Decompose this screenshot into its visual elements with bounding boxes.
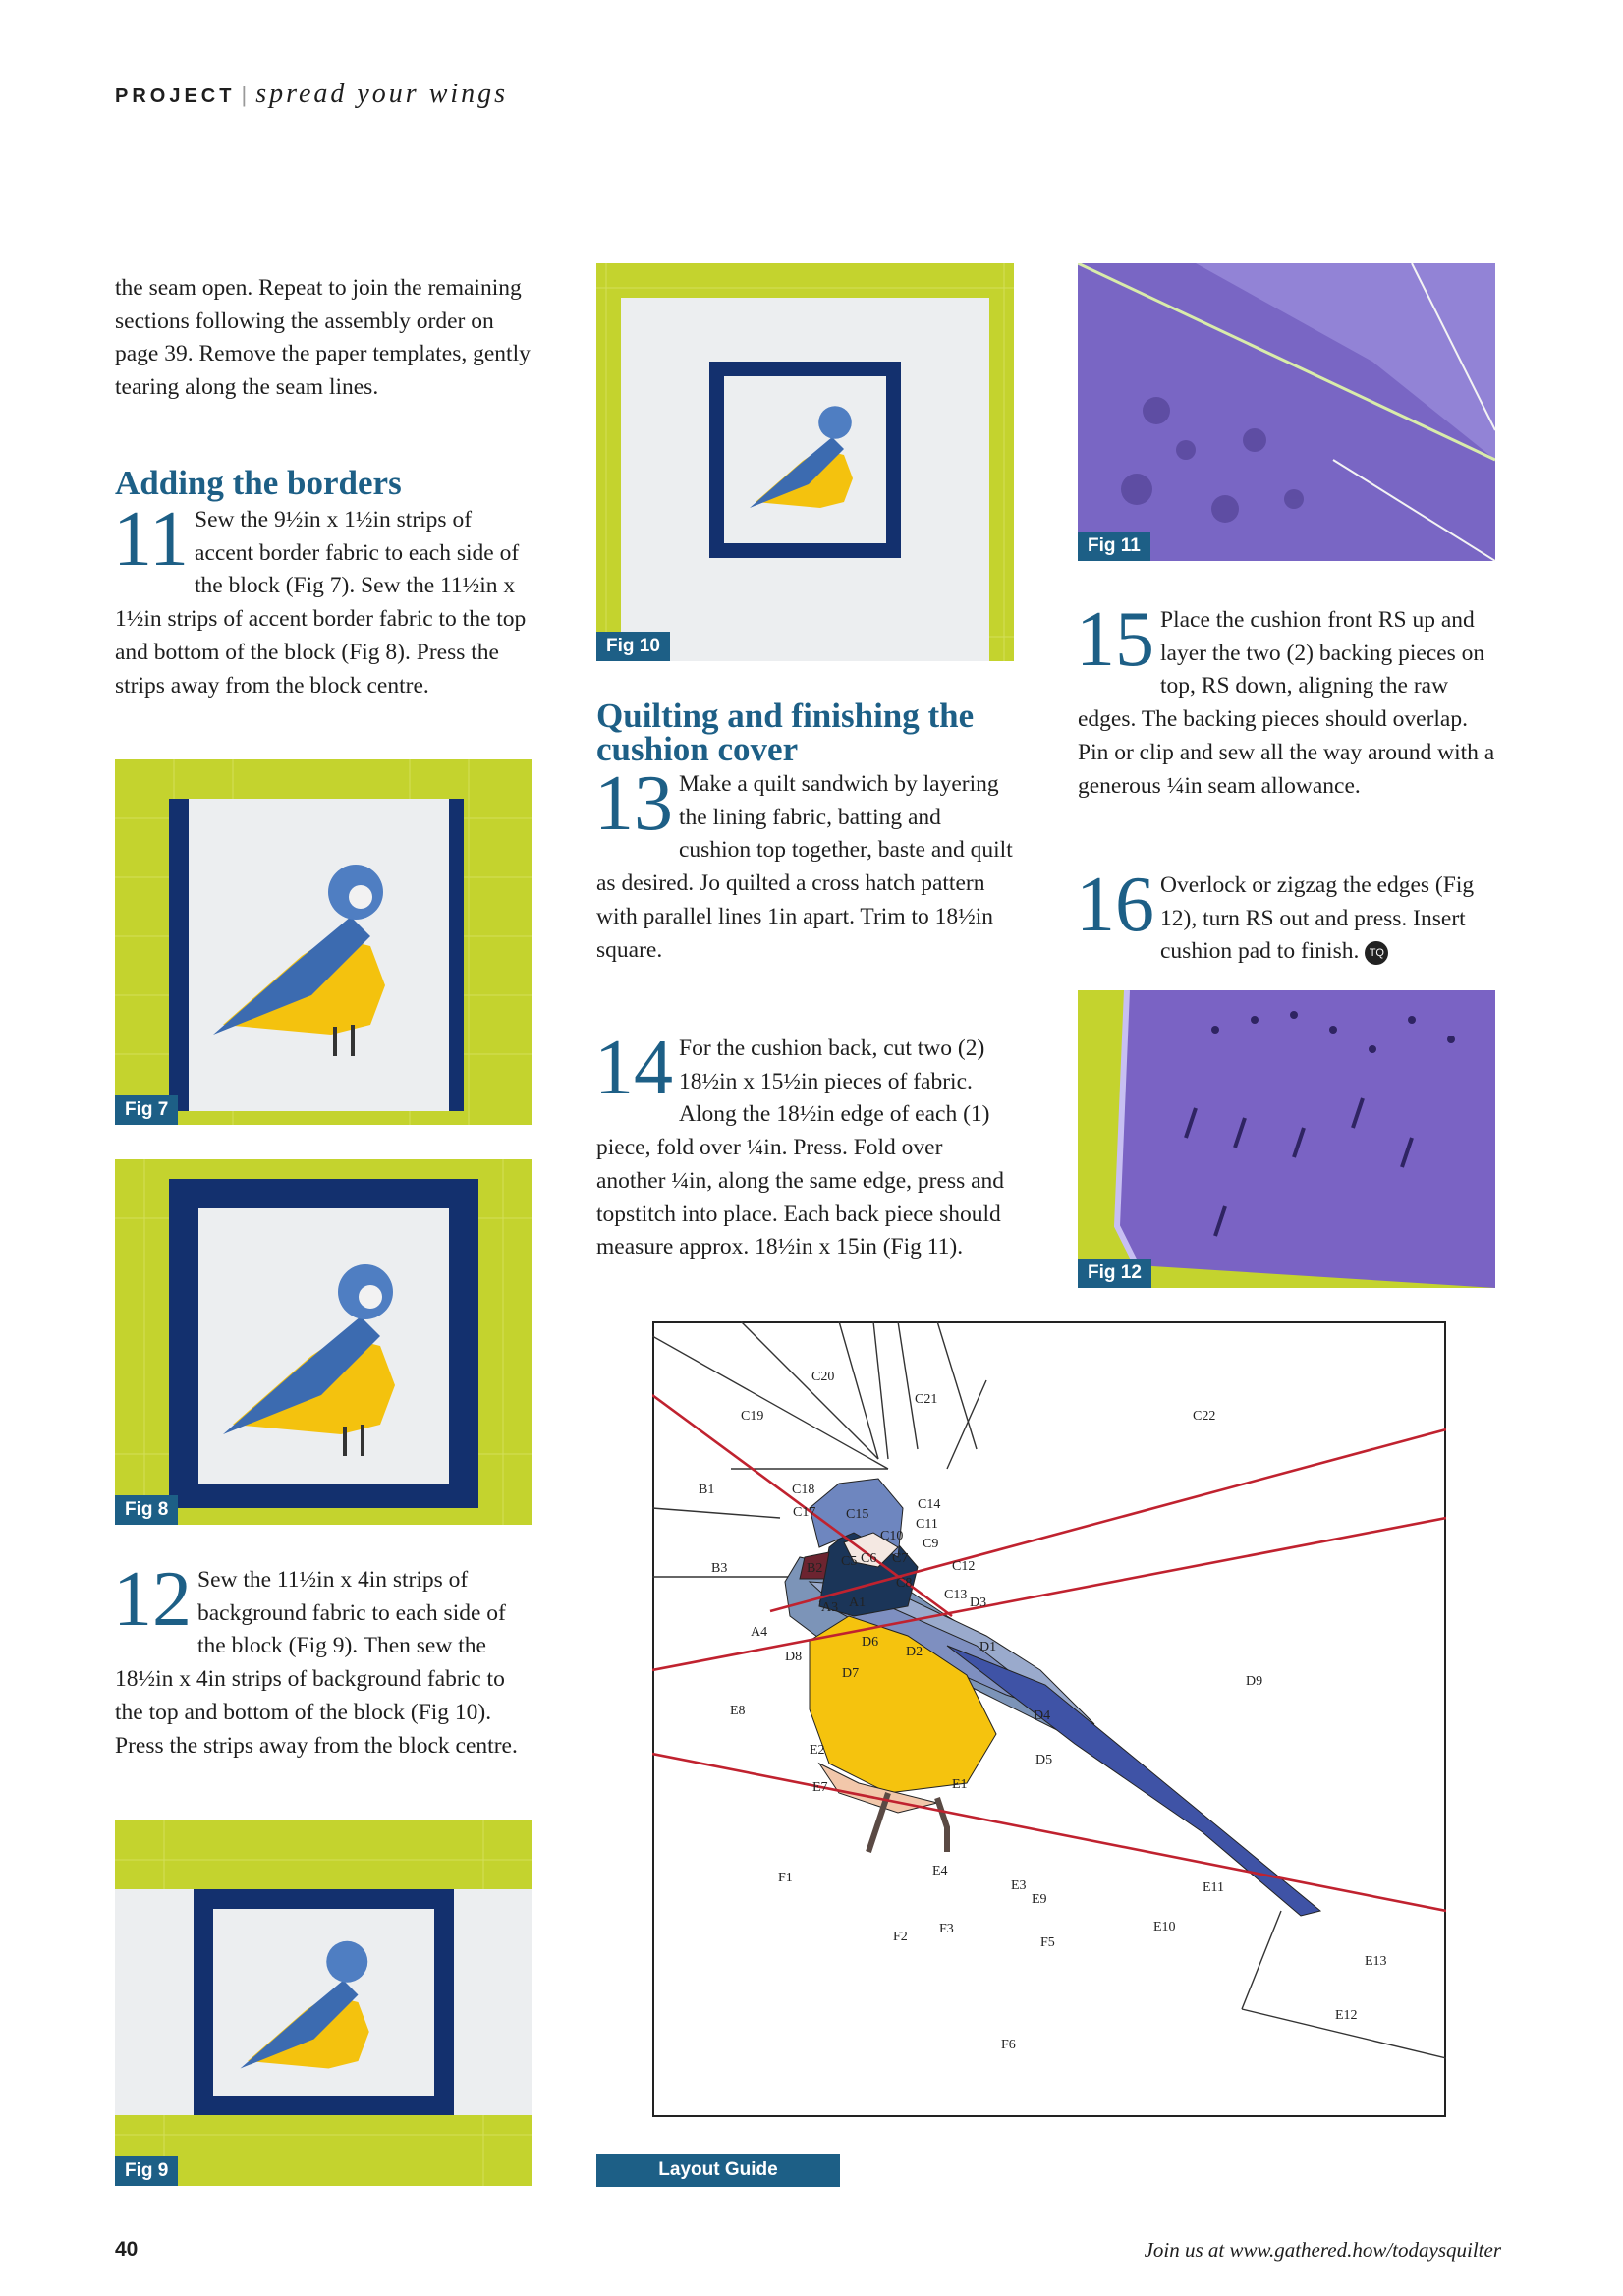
figure-12 bbox=[1078, 990, 1495, 1288]
diagram-label: A1 bbox=[849, 1596, 867, 1610]
diagram-label: E9 bbox=[1032, 1892, 1047, 1907]
step-16 bbox=[1076, 862, 1495, 969]
step-number: 16 bbox=[1076, 862, 1154, 948]
fig10-photo bbox=[596, 263, 1014, 661]
step-12 bbox=[113, 1556, 532, 1763]
diagram-label: F6 bbox=[1001, 2038, 1016, 2052]
step-15 bbox=[1076, 596, 1495, 803]
diagram-label: E10 bbox=[1153, 1920, 1176, 1934]
diagram-label: D6 bbox=[862, 1635, 879, 1650]
diagram-label: E12 bbox=[1335, 2008, 1358, 2023]
end-mark-icon: TQ bbox=[1365, 941, 1388, 965]
diagram-label: C9 bbox=[923, 1537, 939, 1551]
diagram-label: D3 bbox=[970, 1596, 987, 1610]
layout-guide-diagram bbox=[652, 1321, 1446, 2117]
running-header bbox=[115, 79, 508, 110]
diagram-label: D2 bbox=[906, 1645, 923, 1659]
diagram-label: B3 bbox=[711, 1561, 728, 1576]
diagram-label: E4 bbox=[932, 1864, 948, 1878]
diagram-label: E13 bbox=[1365, 1954, 1387, 1969]
diagram-label: A3 bbox=[821, 1600, 839, 1615]
fig8-label: Fig 8 bbox=[115, 1495, 178, 1525]
diagram-label: D4 bbox=[1034, 1708, 1051, 1723]
diagram-label: E3 bbox=[1011, 1878, 1027, 1893]
step-number: 15 bbox=[1076, 596, 1154, 683]
fig10-label: Fig 10 bbox=[596, 632, 670, 661]
diagram-label: C8 bbox=[896, 1576, 913, 1591]
diagram-label: C10 bbox=[880, 1529, 904, 1543]
figure-11 bbox=[1078, 263, 1495, 561]
fig12-photo bbox=[1078, 990, 1495, 1288]
diagram-label: C22 bbox=[1193, 1409, 1216, 1424]
step-number: 13 bbox=[594, 760, 673, 847]
diagram-label: C19 bbox=[741, 1409, 764, 1424]
figure-9 bbox=[115, 1820, 532, 2186]
diagram-label: C5 bbox=[841, 1554, 858, 1569]
diagram-label: C15 bbox=[846, 1507, 869, 1522]
step-number: 12 bbox=[113, 1556, 192, 1643]
heading-quilting-finishing: Quilting and finishing the cushion cover bbox=[596, 697, 975, 768]
fig7-photo bbox=[115, 759, 532, 1125]
diagram-label: E11 bbox=[1203, 1880, 1225, 1895]
diagram-label: C21 bbox=[915, 1392, 938, 1407]
diagram-label: E8 bbox=[730, 1704, 746, 1718]
step-text: Make a quilt sandwich by layering the lining fabric, batting and cushion top together, baste and quilt as desired. Jo quilted a cross hatch pattern with parallel lines 1in apart. Trim to 18½in square. bbox=[596, 771, 1013, 963]
diagram-label: D5 bbox=[1035, 1753, 1053, 1767]
heading-adding-borders: Adding the borders bbox=[115, 464, 402, 502]
diagram-label: A4 bbox=[751, 1625, 768, 1640]
step-text: Sew the 9½in x 1½in strips of accent border fabric to each side of the block (Fig 7). Sew the 11½in x 1½in strips of accent border fabric to the top and bottom of the block (Fig 8). Press the strips away from the block centre. bbox=[115, 507, 527, 699]
diagram-label: B2 bbox=[807, 1561, 823, 1576]
step-11 bbox=[113, 496, 532, 702]
step-14 bbox=[594, 1025, 1014, 1264]
fig11-photo bbox=[1078, 263, 1495, 561]
diagram-label: C6 bbox=[861, 1551, 877, 1566]
header-separator: | bbox=[241, 83, 251, 107]
diagram-svg bbox=[652, 1321, 1446, 2117]
intro-paragraph: the seam open. Repeat to join the remaining sections following the assembly order on page 39. Remove the paper templates, gently tearing along the seam lines. bbox=[115, 275, 531, 401]
fig9-photo bbox=[115, 1820, 532, 2186]
page-number: 40 bbox=[115, 2238, 139, 2261]
step-13 bbox=[594, 760, 1014, 967]
diagram-label: C7 bbox=[892, 1551, 909, 1566]
fig9-label: Fig 9 bbox=[115, 2156, 178, 2186]
diagram-label: C18 bbox=[792, 1483, 815, 1497]
diagram-label: C12 bbox=[952, 1559, 976, 1574]
diagram-label: F3 bbox=[939, 1922, 954, 1936]
diagram-label: F5 bbox=[1040, 1935, 1055, 1950]
diagram-label: D1 bbox=[979, 1640, 997, 1654]
step-number: 14 bbox=[594, 1025, 673, 1111]
diagram-label: D8 bbox=[785, 1650, 803, 1664]
step-text: Sew the 11½in x 4in strips of background fabric to each side of the block (Fig 9). Then sew the 18½in x 4in strips of background fabric to the top and bottom of the block (Fig 10). Press the strips away from the block centre. bbox=[115, 1567, 518, 1759]
diagram-label: C13 bbox=[944, 1588, 968, 1602]
figure-7 bbox=[115, 759, 532, 1125]
layout-guide-label: Layout Guide bbox=[596, 2154, 840, 2187]
fig8-photo bbox=[115, 1159, 532, 1525]
fig7-label: Fig 7 bbox=[115, 1095, 178, 1125]
fig12-label: Fig 12 bbox=[1078, 1259, 1151, 1288]
diagram-label: F1 bbox=[778, 1871, 793, 1885]
header-subtitle: spread your wings bbox=[255, 79, 509, 109]
diagram-label: C20 bbox=[812, 1370, 835, 1384]
figure-8 bbox=[115, 1159, 532, 1525]
diagram-label: E1 bbox=[952, 1777, 968, 1792]
diagram-label: C14 bbox=[918, 1497, 941, 1512]
figure-10 bbox=[596, 263, 1014, 661]
diagram-label: E7 bbox=[812, 1780, 828, 1795]
step-text: Place the cushion front RS up and layer the two (2) backing pieces on top, RS down, aligning the raw edges. The backing pieces should overlap. Pin or clip and sew all the way around with a generous ¼in seam allowance. bbox=[1078, 607, 1495, 799]
diagram-label: E2 bbox=[810, 1743, 825, 1758]
step-number: 11 bbox=[113, 496, 190, 583]
diagram-label: F2 bbox=[893, 1930, 908, 1944]
diagram-label: B1 bbox=[699, 1483, 715, 1497]
fig11-label: Fig 11 bbox=[1078, 532, 1150, 561]
footer-link[interactable]: Join us at www.gathered.how/todaysquilter bbox=[1144, 2238, 1501, 2262]
diagram-label: D9 bbox=[1246, 1674, 1263, 1689]
diagram-label: C17 bbox=[793, 1505, 816, 1520]
step-text: For the cushion back, cut two (2) 18½in x 15½in pieces of fabric. Along the 18½in edge of each (1) piece, fold over ¼in. Press. Fold over another ¼in, along the same edge, press and topstitch into place. Each back piece should measure approx. 18½in x 15in (Fig 11). bbox=[596, 1036, 1005, 1260]
diagram-label: C11 bbox=[916, 1517, 938, 1532]
diagram-label: D7 bbox=[842, 1666, 860, 1681]
step-text: Overlock or zigzag the edges (Fig 12), turn RS out and press. Insert cushion pad to finish. bbox=[1160, 872, 1475, 965]
section-label: PROJECT bbox=[115, 85, 236, 107]
